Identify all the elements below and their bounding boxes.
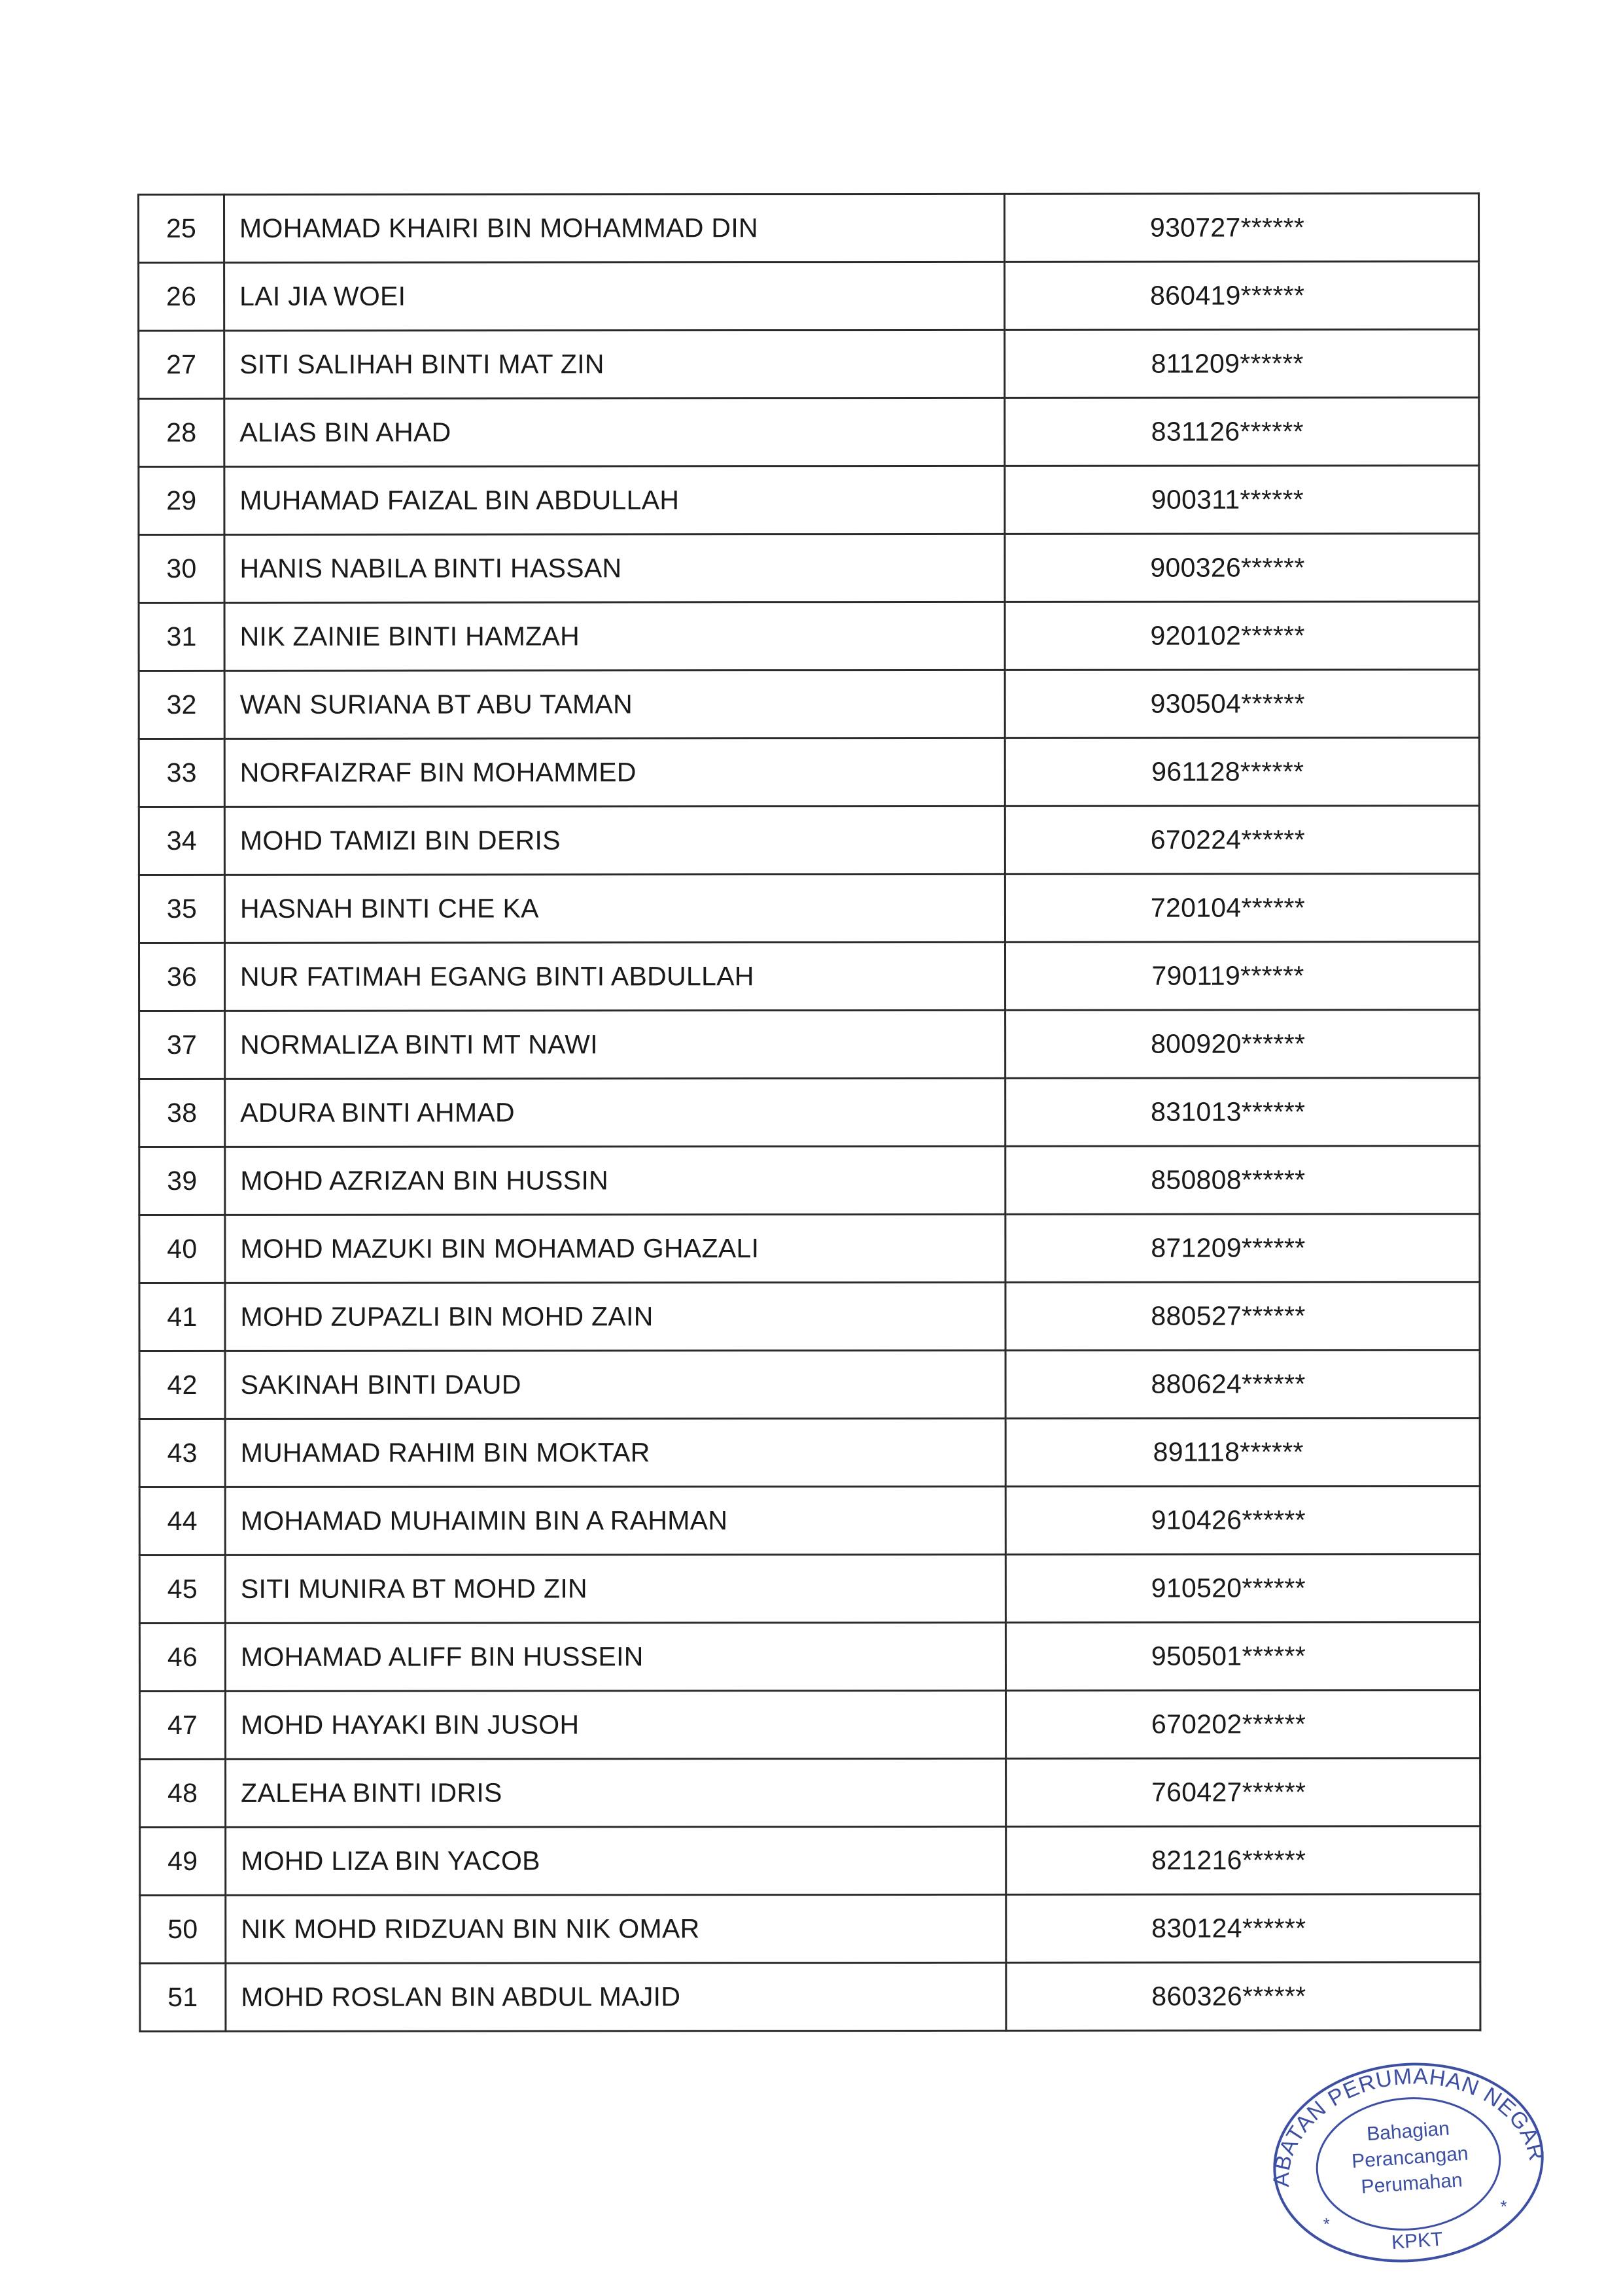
table-row [140,1894,1480,1964]
table-row [139,1078,1480,1147]
row-ic-number: 900326****** [1150,552,1305,583]
row-ic-number: 920102****** [1150,620,1305,651]
row-number: 41 [139,1283,225,1351]
row-name: NORFAIZRAF BIN MOHAMMED [224,738,1005,807]
row-ic-number: 910426****** [1151,1505,1306,1535]
row-ic-number: 900311****** [1151,484,1304,515]
row-ic-cell [1005,534,1479,602]
table-row [139,1690,1480,1760]
row-name: MOHAMAD KHAIRI BIN MOHAMMAD DIN [224,194,1005,262]
row-name: LAI JIA WOEI [224,262,1005,330]
row-ic-cell [1005,330,1479,398]
table-row [139,330,1479,399]
row-ic-cell [1005,398,1479,466]
stamp-line-2: Perancangan [1351,2142,1469,2172]
table-row [139,806,1479,875]
stamp-star-right-icon: * [1499,2196,1508,2217]
row-ic-cell [1006,1962,1480,2031]
row-number: 34 [139,807,224,875]
row-number: 35 [139,875,224,943]
table-row [139,1146,1480,1215]
row-name: MOHD ZUPAZLI BIN MOHD ZAIN [225,1282,1005,1351]
table-row [139,262,1479,331]
row-ic-cell [1005,262,1479,330]
row-number: 27 [139,330,224,398]
row-ic-number: 831126****** [1151,416,1304,447]
table-row [139,602,1479,671]
row-ic-number: 830124****** [1151,1913,1306,1943]
row-ic-number: 930727****** [1149,212,1305,243]
row-ic-number: 850808****** [1151,1164,1306,1195]
row-ic-number: 720104****** [1150,892,1306,923]
table-row [139,1486,1480,1556]
table-row [139,1622,1480,1692]
stamp-line-1: Bahagian [1366,2117,1450,2146]
row-name: ADURA BINTI AHMAD [225,1078,1005,1147]
row-name: ALIAS BIN AHAD [224,398,1005,466]
row-ic-cell [1005,806,1479,875]
row-ic-number: 670202****** [1151,1709,1306,1739]
table-row [139,466,1479,535]
table-row [139,1282,1480,1351]
table-row [139,398,1479,467]
row-name: MOHD LIZA BIN YACOB [226,1826,1006,1895]
row-name: MOHD ROSLAN BIN ABDUL MAJID [226,1962,1006,2031]
row-ic-cell [1005,1554,1480,1623]
table-row [139,942,1479,1011]
table-row [139,874,1479,943]
row-ic-cell [1006,1826,1480,1895]
row-ic-cell [1006,1894,1480,1963]
row-number: 48 [140,1759,226,1827]
row-ic-number: 961128****** [1151,756,1304,787]
row-ic-cell [1005,602,1479,670]
row-name: SITI MUNIRA BT MOHD ZIN [225,1554,1005,1623]
row-number: 31 [139,602,224,670]
row-name: SAKINAH BINTI DAUD [225,1350,1005,1419]
row-name: WAN SURIANA BT ABU TAMAN [224,670,1005,739]
row-name: ZALEHA BINTI IDRIS [226,1758,1006,1827]
row-ic-cell [1005,1350,1480,1419]
row-ic-cell [1005,1214,1480,1283]
row-number: 38 [139,1079,225,1147]
row-ic-cell [1005,1146,1480,1215]
row-number: 42 [139,1351,225,1419]
table-row [139,1010,1480,1079]
table-row [140,1758,1480,1828]
table-row [139,534,1479,603]
row-ic-number: 790119****** [1151,960,1304,991]
row-number: 36 [139,943,224,1011]
row-name: MUHAMAD FAIZAL BIN ABDULLAH [224,466,1005,534]
row-ic-cell [1005,1622,1480,1691]
row-name: NORMALIZA BINTI MT NAWI [225,1010,1005,1079]
table-row [139,670,1479,739]
row-ic-cell [1005,1690,1480,1759]
row-number: 25 [139,194,224,262]
table-row [139,194,1479,263]
row-name: MOHD AZRIZAN BIN HUSSIN [225,1146,1005,1215]
stamp-ring-text: JABATAN PERUMAHAN NEGARA [1268,2064,1550,2187]
department-stamp [1263,2047,1554,2265]
row-number: 28 [139,398,224,466]
row-ic-number: 891118****** [1153,1436,1304,1467]
recipient-table-body [139,194,1480,2032]
row-ic-cell [1005,1078,1480,1147]
row-ic-cell [1005,466,1479,534]
row-name: NUR FATIMAH EGANG BINTI ABDULLAH [224,942,1005,1011]
row-name: HANIS NABILA BINTI HASSAN [224,534,1005,602]
row-number: 26 [139,262,224,330]
row-name: NIK MOHD RIDZUAN BIN NIK OMAR [226,1894,1006,1963]
recipient-table [137,192,1481,2032]
row-number: 39 [139,1147,225,1215]
row-ic-number: 860326****** [1151,1981,1306,2011]
row-ic-number: 760427****** [1151,1777,1306,1807]
stamp-line-3: Perumahan [1360,2169,1463,2199]
row-name: SITI SALIHAH BINTI MAT ZIN [224,330,1005,398]
row-number: 49 [140,1827,226,1895]
row-ic-number: 860419****** [1150,280,1305,311]
row-ic-number: 831013****** [1151,1096,1306,1127]
row-number: 51 [140,1963,226,2031]
stamp-bottom-text: KPKT [1391,2228,1444,2254]
row-name: MOHD HAYAKI BIN JUSOH [225,1690,1005,1759]
row-number: 45 [139,1555,225,1623]
row-ic-number: 670224****** [1150,824,1305,855]
row-ic-cell [1005,942,1479,1011]
row-name: MOHD TAMIZI BIN DERIS [224,806,1005,875]
row-name: MOHAMAD ALIFF BIN HUSSEIN [225,1622,1005,1691]
row-name: HASNAH BINTI CHE KA [224,874,1005,943]
row-name: NIK ZAINIE BINTI HAMZAH [224,602,1005,670]
row-number: 37 [139,1011,225,1079]
table-row [139,1214,1480,1283]
table-row [139,1554,1480,1624]
row-number: 33 [139,739,224,807]
row-number: 44 [139,1487,225,1555]
row-ic-number: 800920****** [1151,1028,1306,1059]
row-ic-cell [1005,194,1479,262]
table-row [139,1418,1480,1487]
row-ic-number: 811209****** [1151,348,1304,379]
row-number: 50 [140,1895,226,1963]
row-name: MOHAMAD MUHAIMIN BIN A RAHMAN [225,1486,1005,1555]
row-number: 32 [139,670,224,739]
row-number: 46 [139,1623,225,1691]
row-ic-cell [1005,1282,1480,1351]
row-ic-number: 871209****** [1151,1232,1306,1263]
row-ic-number: 910520****** [1151,1573,1306,1603]
table-row [140,1962,1480,2032]
row-number: 43 [139,1419,225,1487]
table-row [139,738,1479,807]
row-ic-cell [1006,1758,1480,1827]
row-ic-cell [1005,1486,1480,1555]
row-number: 40 [139,1215,225,1283]
row-ic-cell [1005,1010,1480,1079]
row-name: MUHAMAD RAHIM BIN MOKTAR [225,1418,1005,1487]
row-ic-number: 880527****** [1151,1300,1306,1331]
row-number: 29 [139,466,224,534]
row-ic-number: 880624****** [1151,1368,1306,1399]
table-row [139,1350,1480,1419]
row-ic-number: 950501****** [1151,1641,1306,1671]
row-ic-cell [1005,874,1479,943]
row-ic-cell [1005,1418,1480,1487]
row-name: MOHD MAZUKI BIN MOHAMAD GHAZALI [225,1214,1005,1283]
row-ic-cell [1005,670,1479,739]
row-ic-cell [1005,738,1479,807]
row-ic-number: 930504****** [1150,688,1305,719]
row-number: 30 [139,534,224,602]
stamp-star-left-icon: * [1323,2214,1331,2235]
table-row [140,1826,1480,1896]
row-number: 47 [139,1691,225,1759]
row-ic-number: 821216****** [1151,1845,1306,1875]
